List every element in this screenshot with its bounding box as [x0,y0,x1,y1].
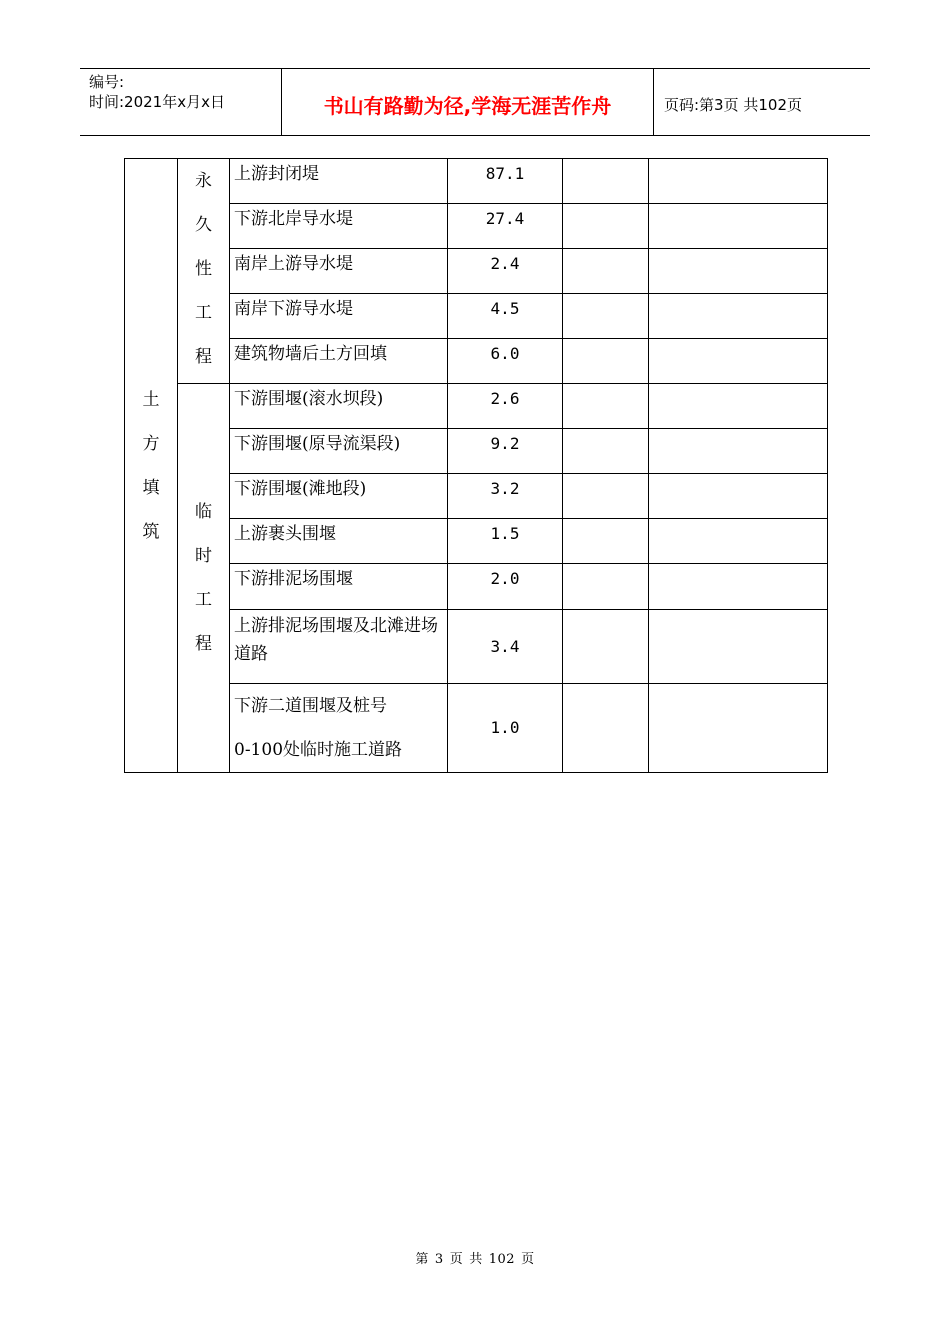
header-motto: 书山有路勤为径,学海无涯苦作舟 [282,69,654,135]
group-char: 久 [195,215,212,235]
empty-cell [649,564,828,610]
empty-cell [649,384,828,429]
item-value: 27.4 [448,204,563,249]
group-char: 工 [195,590,212,610]
item-name-line: 0-100处临时施工道路 [234,740,403,760]
item-name: 下游围堰(原导流渠段) [230,429,448,474]
empty-cell [563,610,649,684]
item-value: 1.5 [448,519,563,564]
category-cell [125,159,178,773]
table-row [125,519,828,564]
empty-cell [649,519,828,564]
earthwork-table [124,158,828,773]
group-char: 工 [195,303,212,323]
empty-cell [563,159,649,204]
footer-page-number: 3 [434,1252,444,1267]
group-char: 程 [195,347,212,367]
empty-cell [649,294,828,339]
item-value: 6.0 [448,339,563,384]
item-value: 2.6 [448,384,563,429]
table-row [125,204,828,249]
empty-cell [563,339,649,384]
category-char: 筑 [142,521,160,542]
document-number-label: 编号: [89,73,125,91]
empty-cell [563,684,649,773]
empty-cell [563,519,649,564]
category-char: 方 [142,433,160,454]
item-name: 建筑物墙后土方回填 [230,339,448,384]
item-name: 南岸上游导水堤 [230,249,448,294]
category-char: 填 [142,477,160,498]
table-row [125,294,828,339]
document-date: 时间:2021年x月x日 [89,93,225,111]
item-value: 2.4 [448,249,563,294]
empty-cell [649,159,828,204]
empty-cell [563,249,649,294]
item-value: 3.2 [448,474,563,519]
page-footer [0,1248,950,1267]
header-page-info: 页码:第3页 共102页 [664,95,802,114]
empty-cell [649,429,828,474]
footer-total-word: 共 [469,1252,483,1267]
item-name: 下游排泥场围堰 [230,564,448,610]
page-header [80,68,870,136]
table-row [125,610,828,684]
table-row [125,339,828,384]
item-name: 上游封闭堤 [230,159,448,204]
table-row [125,429,828,474]
empty-cell [649,204,828,249]
footer-page-word: 第 [415,1252,429,1267]
group-temporary-cell [178,384,230,773]
group-char: 时 [195,546,212,566]
item-name: 下游围堰(滚水坝段) [230,384,448,429]
empty-cell [563,294,649,339]
table-row [125,474,828,519]
item-value: 87.1 [448,159,563,204]
table-row [125,249,828,294]
table-row [125,684,828,773]
footer-total-unit: 页 [521,1252,535,1267]
empty-cell [563,474,649,519]
group-char: 性 [195,259,212,279]
table-row [125,159,828,204]
empty-cell [563,204,649,249]
footer-page-unit: 页 [449,1252,464,1267]
header-meta [80,69,282,135]
empty-cell [563,429,649,474]
footer-total-number: 102 [488,1252,516,1267]
item-name-line: 下游二道围堰及桩号 [234,696,387,716]
item-value: 3.4 [448,610,563,684]
item-name: 上游排泥场围堰及北滩进场道路 [230,610,448,684]
group-permanent-cell [178,159,230,384]
category-char: 土 [142,389,160,410]
item-name [230,684,448,773]
item-name: 南岸下游导水堤 [230,294,448,339]
table-row [125,384,828,429]
table-row [125,564,828,610]
item-value: 9.2 [448,429,563,474]
group-char: 临 [195,502,212,522]
item-name: 上游裹头围堰 [230,519,448,564]
item-value: 1.0 [448,684,563,773]
item-name: 下游北岸导水堤 [230,204,448,249]
item-value: 4.5 [448,294,563,339]
group-char: 程 [195,634,212,654]
group-char: 永 [195,171,212,191]
item-name: 下游围堰(滩地段) [230,474,448,519]
empty-cell [649,610,828,684]
empty-cell [649,684,828,773]
empty-cell [563,564,649,610]
empty-cell [649,249,828,294]
empty-cell [649,339,828,384]
empty-cell [563,384,649,429]
item-value: 2.0 [448,564,563,610]
empty-cell [649,474,828,519]
